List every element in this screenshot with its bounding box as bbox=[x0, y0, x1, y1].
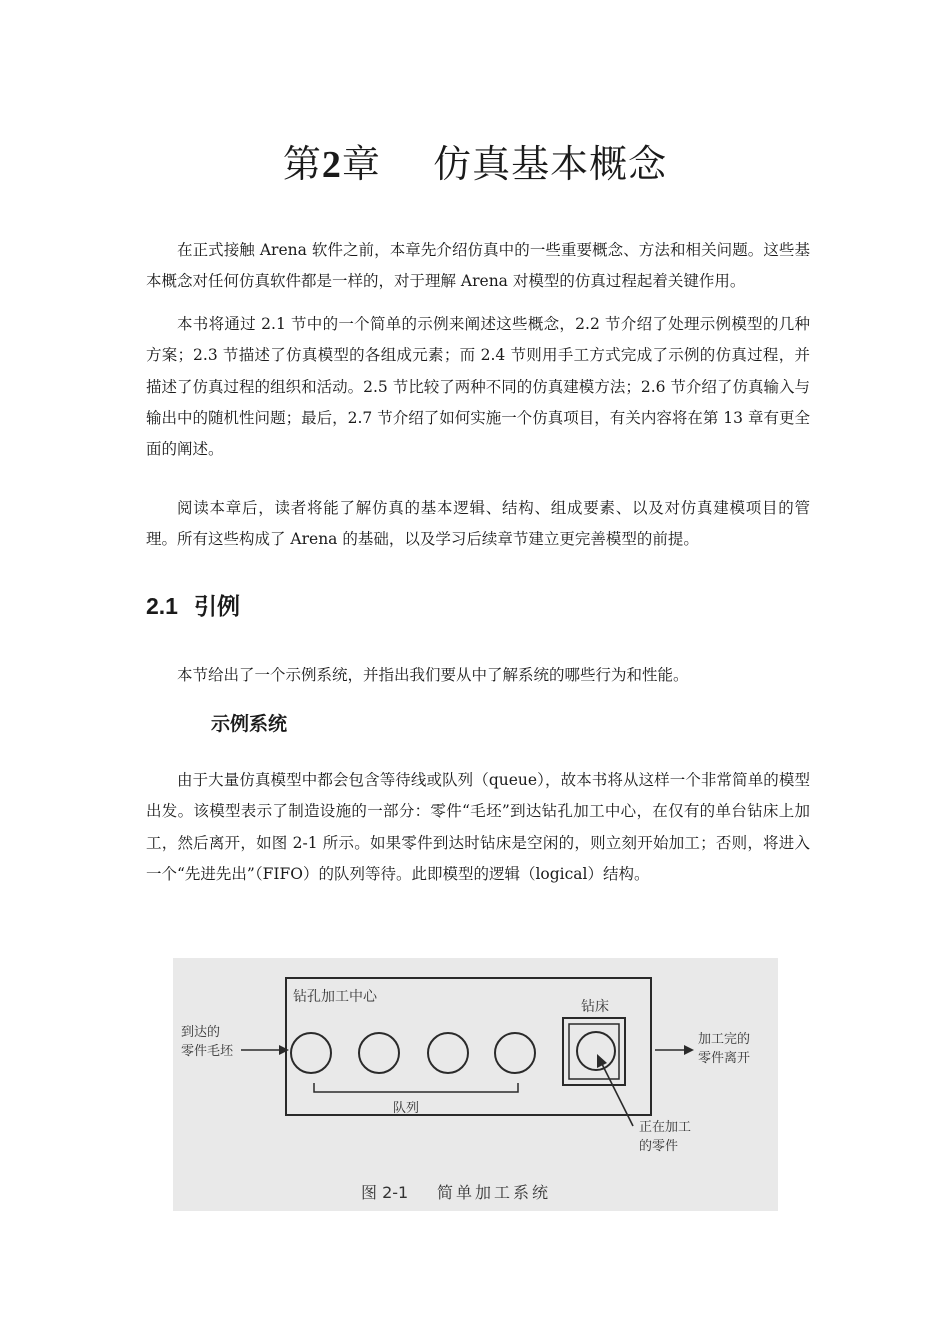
chapter-suffix: 章 bbox=[341, 142, 381, 186]
in-process-label-line2: 的零件 bbox=[639, 1139, 679, 1154]
section-title: 引例 bbox=[194, 594, 240, 620]
chapter-title bbox=[0, 133, 950, 188]
intro-paragraph-2: 本书将通过 2.1 节中的一个简单的示例来阐述这些概念，2.2 节介绍了处理示例模型的几种方案；2.3 节描述了仿真模型的各组成元素；而 2.4 节则用手工方式完成了示例的仿真过程，并描述了仿真过程的组织和活动。2.5 节比较了两种不同的仿真建模方法；2.6 节介绍了仿真输入与输出中的随机性问题；最后，2.7 节介绍了如何实施一个仿真项目，有关内容将在第 13 章有更全面的阐述。 bbox=[146, 315, 810, 459]
chapter-prefix: 第 bbox=[282, 142, 322, 186]
figure-caption-number: 图 2-1 bbox=[361, 1183, 409, 1202]
processing-part bbox=[577, 1032, 615, 1070]
exit-arrowhead bbox=[684, 1045, 694, 1055]
in-process-label-line1: 正在加工 bbox=[639, 1120, 692, 1135]
section-number: 2.1 bbox=[146, 593, 178, 619]
subsection-heading: 示例系统 bbox=[211, 713, 288, 735]
queue-part-2 bbox=[359, 1033, 399, 1073]
chapter-name: 仿真基本概念 bbox=[433, 142, 668, 186]
figure-2-1 bbox=[173, 958, 778, 1211]
in-process-pointer bbox=[601, 1062, 633, 1126]
intro-paragraph-3: 阅读本章后，读者将能了解仿真的基本逻辑、结构、组成要素、以及对仿真建模项目的管理。所有这些构成了 Arena 的基础，以及学习后续章节建立更完善模型的前提。 bbox=[146, 499, 810, 549]
figure-caption-title: 简单加工系统 bbox=[437, 1183, 552, 1202]
queue-label: 队列 bbox=[393, 1101, 420, 1116]
drill-press-label: 钻床 bbox=[581, 999, 609, 1015]
in-process-pointer-head bbox=[597, 1054, 607, 1068]
exit-label-line2: 零件离开 bbox=[698, 1051, 751, 1066]
queue-part-3 bbox=[428, 1033, 468, 1073]
system-diagram bbox=[173, 958, 778, 1211]
queue-part-1 bbox=[291, 1033, 331, 1073]
arrival-label-line2: 零件毛坯 bbox=[181, 1044, 234, 1059]
drilling-center-label: 钻孔加工中心 bbox=[293, 989, 377, 1005]
section-heading bbox=[146, 588, 240, 621]
queue-bracket bbox=[314, 1083, 518, 1092]
queue-part-4 bbox=[495, 1033, 535, 1073]
section-intro: 本节给出了一个示例系统，并指出我们要从中了解系统的哪些行为和性能。 bbox=[177, 666, 689, 684]
chapter-number: 2 bbox=[321, 144, 342, 186]
arrival-label-line1: 到达的 bbox=[181, 1025, 221, 1040]
intro-paragraph-1: 在正式接触 Arena 软件之前，本章先介绍仿真中的一些重要概念、方法和相关问题。这些基本概念对任何仿真软件都是一样的，对于理解 Arena 对模型的仿真过程起着关键作用。 bbox=[146, 241, 810, 291]
subsection-paragraph: 由于大量仿真模型中都会包含等待线或队列（queue），故本书将从这样一个非常简单的模型出发。该模型表示了制造设施的一部分：零件“毛坯”到达钻孔加工中心，在仅有的单台钻床上加工，然后离开，如图 2-1 所示。如果零件到达时钻床是空闲的，则立刻开始加工；否则，将进入一个“先进先出”（FIFO）的队列等待。此即模型的逻辑（logical）结构。 bbox=[146, 771, 810, 883]
arrival-arrowhead bbox=[279, 1045, 289, 1055]
exit-label-line1: 加工完的 bbox=[698, 1032, 751, 1047]
